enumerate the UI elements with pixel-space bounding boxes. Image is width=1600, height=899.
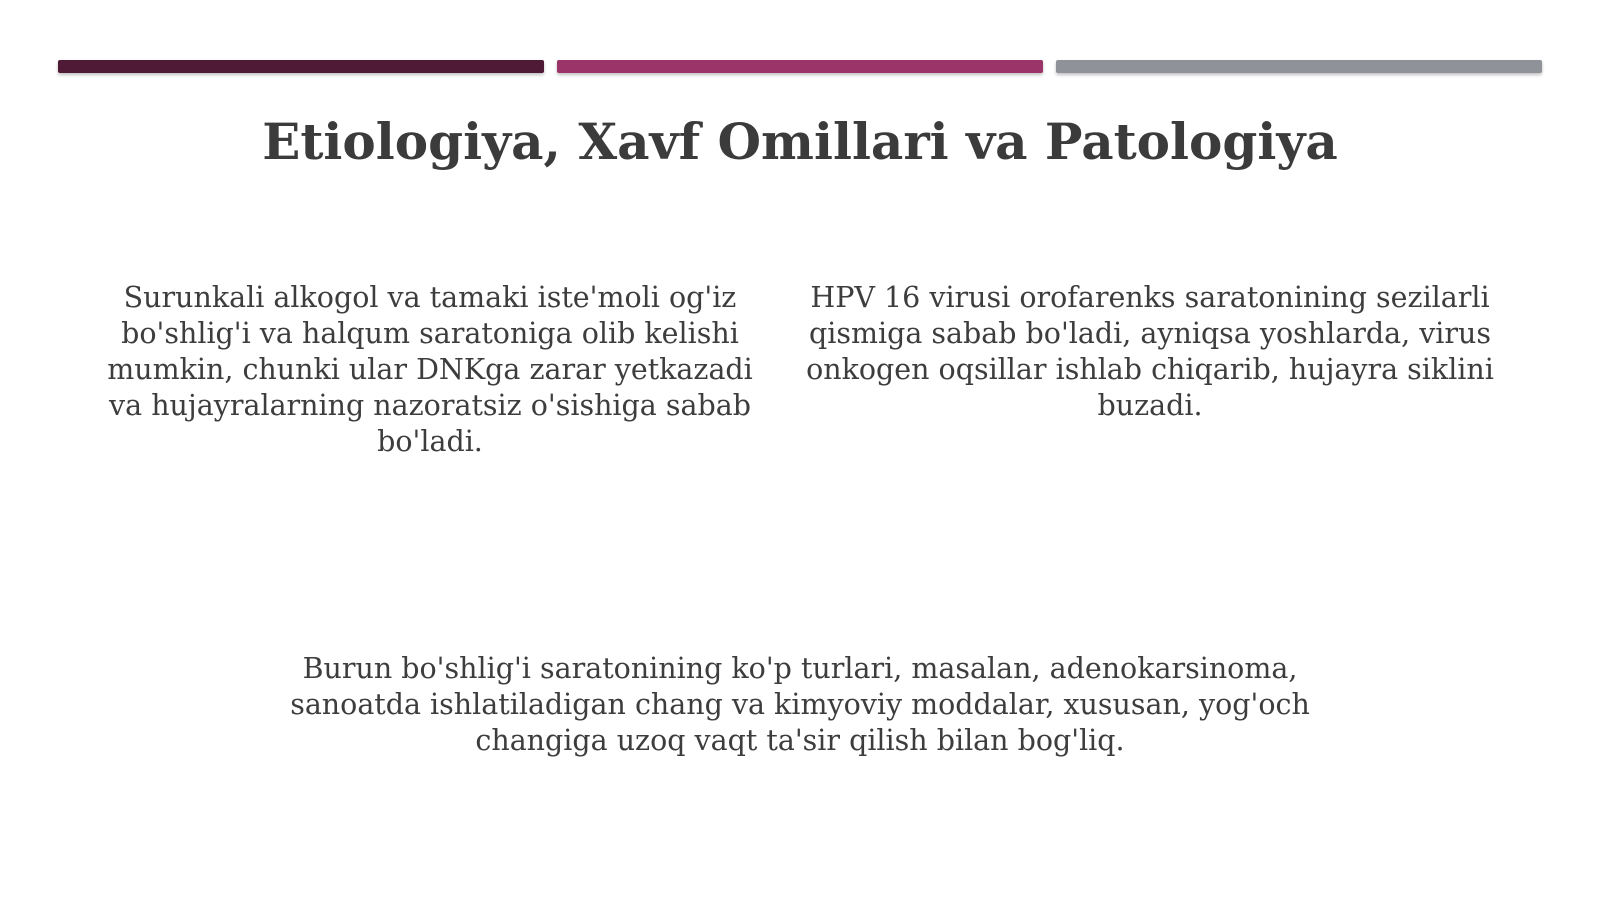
accent-bar-gray <box>1056 60 1542 73</box>
slide-title: Etiologiya, Xavf Omillari va Patologiya <box>262 112 1338 171</box>
paragraph-nasal-cavity: Burun bo'shlig'i saratonining ko'p turlari, masalan, adenokarsinoma, sanoatda ishlatiladigan chang va kimyoviy moddalar, xususan, yog'och changiga uzoq vaqt ta'sir qilish bilan bog'liq. <box>290 652 1310 757</box>
accent-bar-dark <box>58 60 544 73</box>
paragraph-alcohol-tobacco: Surunkali alkogol va tamaki iste'moli og'iz bo'shlig'i va halqum saratoniga olib kelishi mumkin, chunki ular DNKga zarar yetkazadi va hujayralarning nazoratsiz o'sishiga sabab bo'ladi. <box>107 281 753 458</box>
paragraph-hpv: HPV 16 virusi orofarenks saratonining sezilarli qismiga sabab bo'ladi, ayniqsa yoshlarda, virus onkogen oqsillar ishlab chiqarib, hujayra siklini buzadi. <box>806 281 1494 422</box>
accent-bar-magenta <box>557 60 1043 73</box>
